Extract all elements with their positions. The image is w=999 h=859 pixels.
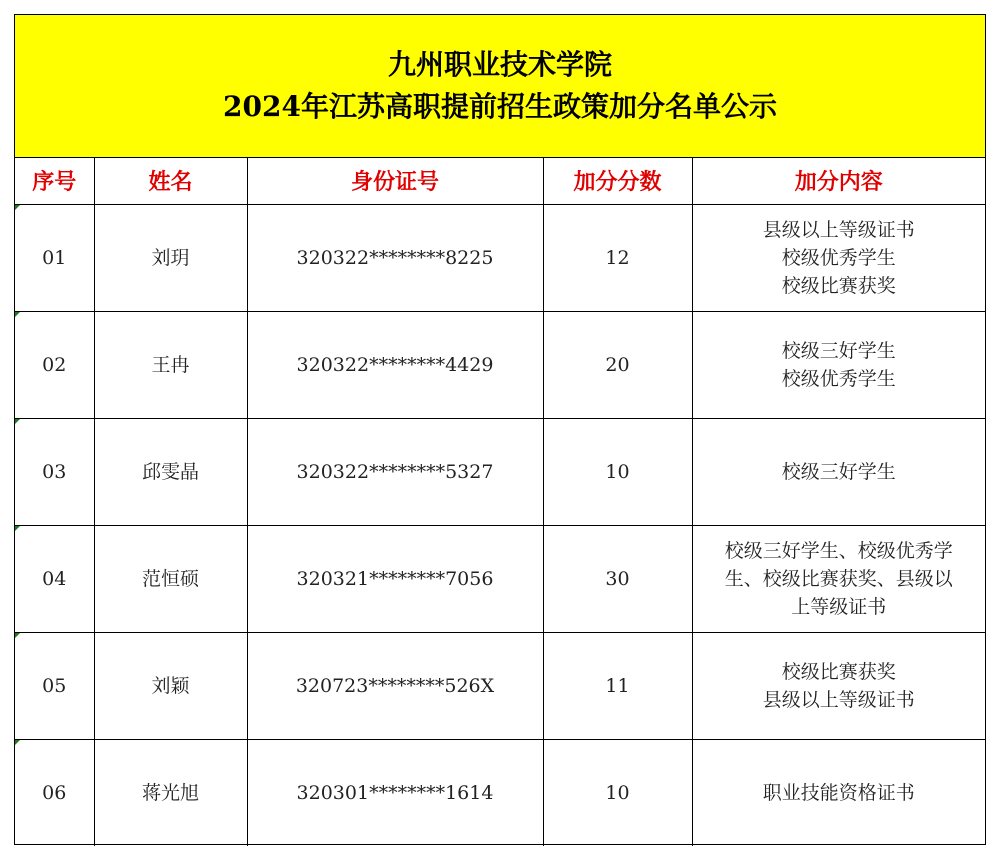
table-row bbox=[15, 739, 985, 846]
cell-points: 30 bbox=[543, 525, 692, 632]
table-row bbox=[15, 525, 985, 632]
header-seq: 序号 bbox=[15, 158, 94, 204]
cell-seq: 02 bbox=[15, 311, 94, 418]
content-line: 校级优秀学生 bbox=[781, 367, 896, 390]
content-line: 校级三好学生、校级优秀学 bbox=[724, 539, 953, 562]
content-line: 校级比赛获奖 bbox=[781, 274, 896, 297]
cell-id-number: 320322********4429 bbox=[247, 311, 543, 418]
content-line: 职业技能资格证书 bbox=[762, 781, 915, 804]
cell-points: 12 bbox=[543, 204, 692, 311]
cell-seq: 06 bbox=[15, 739, 94, 846]
content-line: 生、校级比赛获奖、县级以 bbox=[724, 567, 953, 590]
table-row bbox=[15, 418, 985, 525]
cell-content bbox=[692, 739, 985, 846]
cell-content bbox=[692, 204, 985, 311]
content-line: 上等级证书 bbox=[791, 595, 887, 618]
institution-title: 九州职业技术学院 bbox=[387, 48, 612, 81]
content-line: 校级三好学生 bbox=[781, 339, 896, 362]
table-row bbox=[15, 204, 985, 311]
announcement-sheet bbox=[14, 14, 986, 845]
cell-id-number: 320322********5327 bbox=[247, 418, 543, 525]
cell-name: 范恒硕 bbox=[94, 525, 247, 632]
header-name: 姓名 bbox=[94, 158, 247, 204]
content-line: 县级以上等级证书 bbox=[762, 218, 915, 241]
cell-name: 刘玥 bbox=[94, 204, 247, 311]
cell-points: 10 bbox=[543, 418, 692, 525]
cell-seq: 03 bbox=[15, 418, 94, 525]
cell-seq: 05 bbox=[15, 632, 94, 739]
title-banner bbox=[15, 15, 985, 158]
announcement-title: 2024年江苏高职提前招生政策加分名单公示 bbox=[223, 90, 777, 123]
cell-points: 11 bbox=[543, 632, 692, 739]
cell-name: 邱雯晶 bbox=[94, 418, 247, 525]
bonus-list-table bbox=[15, 158, 985, 846]
cell-points: 20 bbox=[543, 311, 692, 418]
cell-id-number: 320321********7056 bbox=[247, 525, 543, 632]
cell-content bbox=[692, 525, 985, 632]
cell-content bbox=[692, 418, 985, 525]
cell-id-number: 320301********1614 bbox=[247, 739, 543, 846]
cell-seq: 04 bbox=[15, 525, 94, 632]
content-line: 校级比赛获奖 bbox=[781, 660, 896, 683]
cell-name: 王冉 bbox=[94, 311, 247, 418]
table-row bbox=[15, 311, 985, 418]
content-line: 县级以上等级证书 bbox=[762, 688, 915, 711]
header-row bbox=[15, 158, 985, 204]
content-line: 校级优秀学生 bbox=[781, 246, 896, 269]
table-row bbox=[15, 632, 985, 739]
cell-name: 刘颖 bbox=[94, 632, 247, 739]
cell-id-number: 320322********8225 bbox=[247, 204, 543, 311]
cell-seq: 01 bbox=[15, 204, 94, 311]
header-content: 加分内容 bbox=[692, 158, 985, 204]
header-id-number: 身份证号 bbox=[247, 158, 543, 204]
cell-name: 蒋光旭 bbox=[94, 739, 247, 846]
content-line: 校级三好学生 bbox=[781, 460, 896, 483]
cell-id-number: 320723********526X bbox=[247, 632, 543, 739]
header-points: 加分分数 bbox=[543, 158, 692, 204]
cell-points: 10 bbox=[543, 739, 692, 846]
cell-content bbox=[692, 311, 985, 418]
cell-content bbox=[692, 632, 985, 739]
